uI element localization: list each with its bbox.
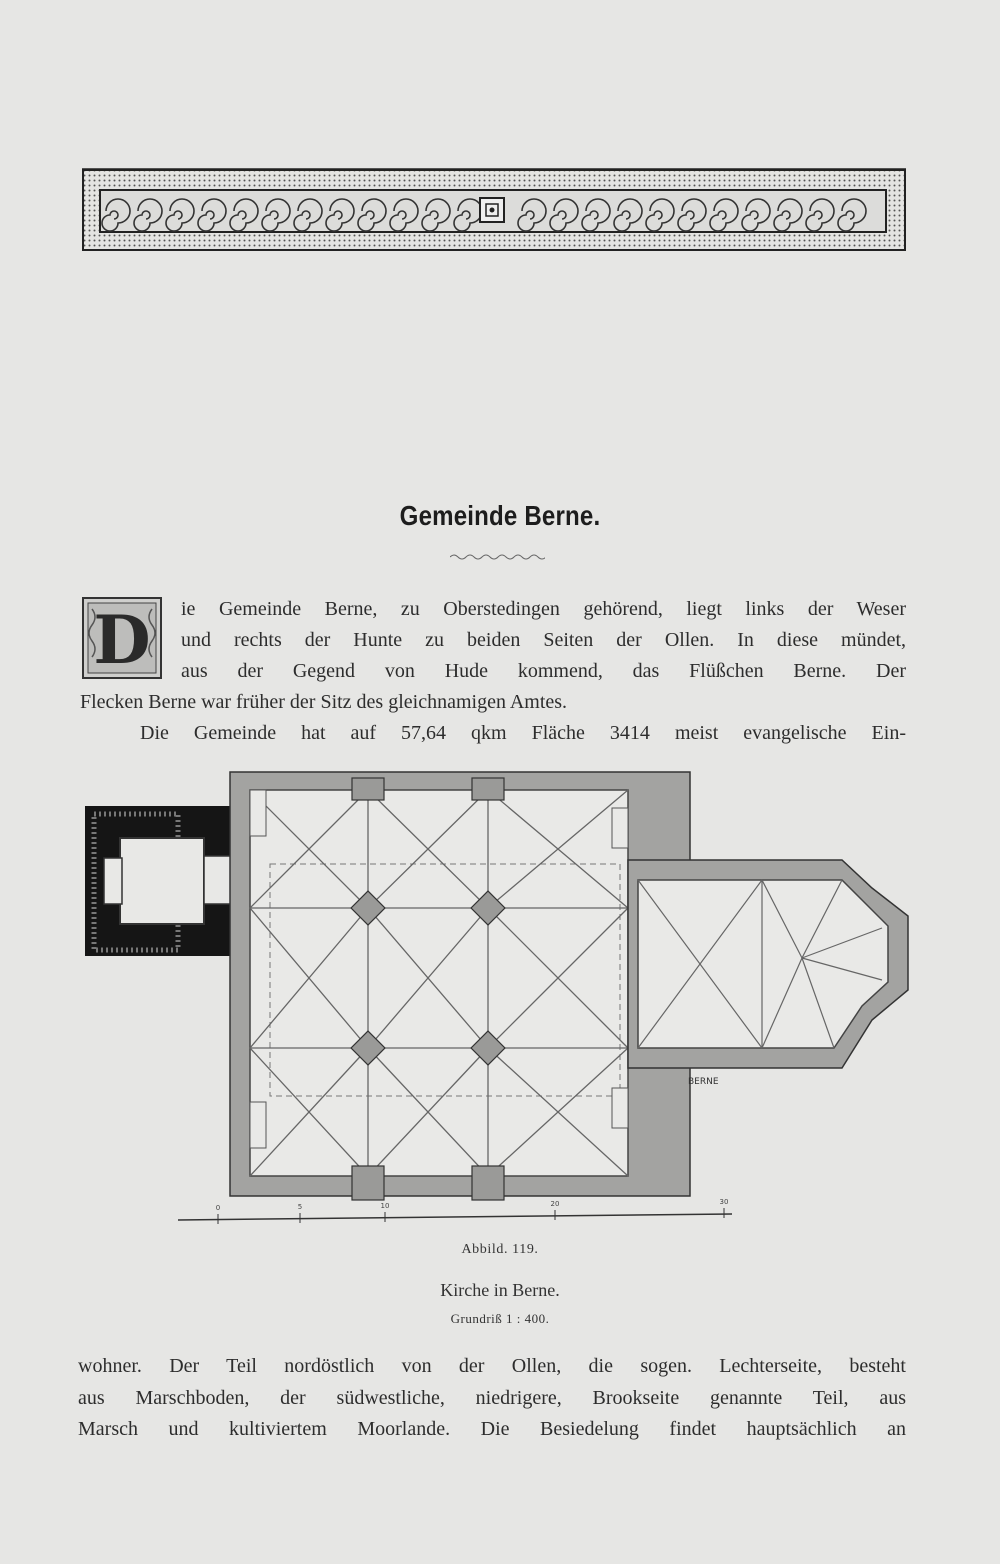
chancel — [628, 860, 908, 1087]
scale-tick-0: 0 — [215, 1204, 221, 1212]
decorated-initial — [82, 597, 162, 679]
intro-line-5: Die Gemeinde hat auf 57,64 qkm Fläche 3414 meist evangelische Ein- — [140, 722, 906, 744]
page-title: Gemeinde Berne. — [399, 500, 601, 531]
figure-scale: Grundriß 1 : 400. — [450, 1311, 550, 1326]
closing-line-3: Marsch und kultiviertem Moorlande. Die Besiedelung findet hauptsächlich an — [78, 1418, 906, 1440]
scale-tick-30: 30 — [719, 1198, 729, 1206]
intro-line-3: aus der Gegend von Hude kommend, das Flüßchen Berne. Der — [181, 660, 906, 682]
ornamental-header-band — [82, 168, 906, 252]
closing-line-1: wohner. Der Teil nordöstlich von der Ollen, die sogen. Lechterseite, besteht — [78, 1355, 906, 1377]
scale-tick-20: 20 — [550, 1200, 560, 1208]
closing-line-2: aus Marschboden, der südwestliche, niedrigere, Brookseite genannte Teil, aus — [78, 1387, 906, 1409]
tower — [85, 772, 248, 956]
title-flourish — [450, 552, 545, 562]
church-floor-plan — [82, 768, 922, 1238]
plan-signature: BERNE — [688, 1077, 719, 1087]
figure-label: Abbild. 119. — [461, 1242, 539, 1257]
drop-cap-letter: D — [93, 601, 151, 679]
scale-tick-5: 5 — [297, 1203, 303, 1211]
scale-tick-10: 10 — [380, 1202, 390, 1210]
nave — [230, 772, 690, 1200]
figure-title: Kirche in Berne. — [440, 1280, 560, 1300]
intro-line-4: Flecken Berne war früher der Sitz des gleichnamigen Amtes. — [80, 691, 568, 713]
scale-bar — [178, 1198, 732, 1224]
intro-line-2: und rechts der Hunte zu beiden Seiten der Ollen. In diese mündet, — [181, 629, 906, 651]
intro-line-1: ie Gemeinde Berne, zu Oberstedingen gehörend, liegt links der Weser — [181, 598, 906, 620]
